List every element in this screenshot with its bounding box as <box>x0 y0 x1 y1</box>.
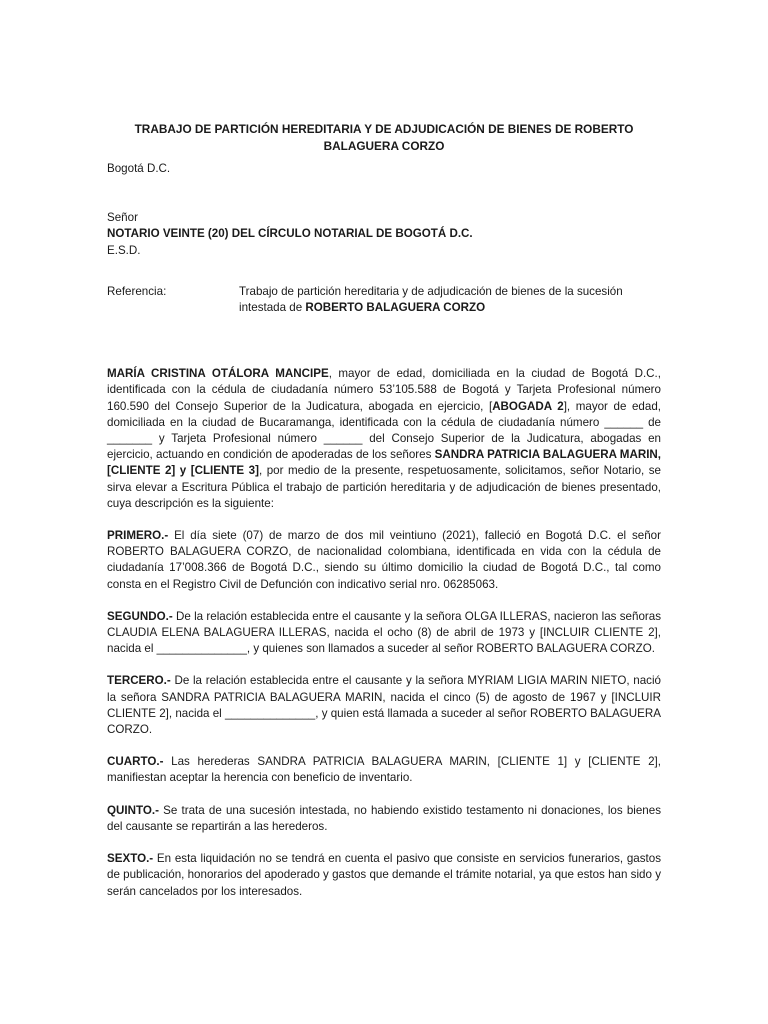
intro-lawyer-2: ABOGADA 2 <box>492 399 564 413</box>
clause-label: PRIMERO.- <box>107 529 169 543</box>
reference-block <box>107 284 661 316</box>
clause-sexto <box>107 851 661 900</box>
intro-clients: SANDRA PATRICIA BALAGUERA MARIN, [CLIENTE 2] y [CLIENTE 3] <box>107 448 662 478</box>
clause-text: El día siete (07) de marzo de dos mil veintiuno (2021), falleció en Bogotá D.C. el señor ROBERTO BALAGUERA CORZO, de nacionalidad colombiana, identificada en vida con la cédula de ciudadanía 17’008.366 de Bogotá D.C., siendo su último domicilio la ciudad de Bogotá D.C., tal como consta en el Registro Civil de Defunción con indicativo serial nro. 06285063. <box>107 529 661 591</box>
clause-text: En esta liquidación no se tendrá en cuenta el pasivo que consiste en servicios funerarios, gastos de publicación, honorarios del apoderado y gastos que demande el trámite notarial, ya que estos han sido y serán cancelados por los interesados. <box>107 852 661 898</box>
reference-description: Trabajo de partición hereditaria y de adjudicación de bienes de la sucesión intestada de <box>239 284 623 315</box>
city-line: Bogotá D.C. <box>107 162 171 175</box>
clause-quinto <box>107 803 661 835</box>
reference-label: Referencia: <box>107 284 167 298</box>
intro-paragraph <box>107 366 661 512</box>
intro-lawyer-name: MARÍA CRISTINA OTÁLORA MANCIPE <box>107 367 329 381</box>
clause-segundo <box>107 609 661 658</box>
clause-cuarto <box>107 754 661 786</box>
clause-label: TERCERO.- <box>107 674 171 688</box>
clause-tercero <box>107 673 661 738</box>
reference-text <box>239 284 661 316</box>
intro-text-1: , mayor de edad, domiciliada en la ciudad de Bogotá D.C., identificada con la cédula de ciudadanía número 53’105.588 de Bogotá y Tarjeta Profesional número 160.590 del Consejo Superior de la Judicatura, abogada en ejercicio, [ <box>107 367 661 413</box>
clause-label: SEGUNDO.- <box>107 609 173 623</box>
clause-label: SEXTO.- <box>107 852 154 866</box>
clause-label: CUARTO.- <box>107 755 164 769</box>
clause-label: QUINTO.- <box>107 803 159 817</box>
clause-text: De la relación establecida entre el causante y la señora MYRIAM LIGIA MARIN NIETO, nació la señora SANDRA PATRICIA BALAGUERA MARIN, nacida el cinco (5) de agosto de 1967 y [INCLUIR CLIENTE 2], nacida el ______________, y quien está llamada a suceder al señor ROBERTO BALAGUERA CORZO. <box>107 674 661 737</box>
clause-primero <box>107 528 661 593</box>
addressee-block <box>107 210 661 259</box>
addressee-esd: E.S.D. <box>107 243 141 257</box>
intro-text-2: ], mayor de edad, domiciliada en la ciudad de Bucaramanga, identificada con la cédula de ciudadanía número ______ de _______ y Tarjeta Profesional número ______ del Consejo Superior de la Judicatura, abogadas en ejercicio, actuando en condición de apoderadas de los señores <box>107 399 661 462</box>
addressee-salutation: Señor <box>107 211 138 225</box>
clause-text: De la relación establecida entre el causante y la señora OLGA ILLERAS, nacieron las señoras CLAUDIA ELENA BALAGUERA ILLERAS, nacida el ocho (8) de abril de 1973 y [INCLUIR CLIENTE 2], nacida el ______________, y quienes son llamados a suceder al señor ROBERTO BALAGUERA CORZO. <box>107 609 661 656</box>
clause-text: Las herederas SANDRA PATRICIA BALAGUERA MARIN, [CLIENTE 1] y [CLIENTE 2], manifiestan aceptar la herencia con beneficio de inventario. <box>107 755 661 785</box>
addressee-name: NOTARIO VEINTE (20) DEL CÍRCULO NOTARIAL DE BOGOTÁ D.C. <box>107 227 473 241</box>
reference-name: ROBERTO BALAGUERA CORZO <box>305 301 486 315</box>
document-title: TRABAJO DE PARTICIÓN HEREDITARIA Y DE ADJUDICACIÓN DE BIENES DE ROBERTO BALAGUERA CORZO <box>134 122 634 153</box>
intro-text-3: , por medio de la presente, respetuosamente, solicitamos, señor Notario, se sirva elevar a Escritura Pública el trabajo de partición hereditaria y de adjudicación de bienes presentado, cuya descripción es la siguiente: <box>107 464 661 510</box>
clause-text: Se trata de una sucesión intestada, no habiendo existido testamento ni donaciones, los bienes del causante se repartirán a las herederos. <box>107 803 661 833</box>
